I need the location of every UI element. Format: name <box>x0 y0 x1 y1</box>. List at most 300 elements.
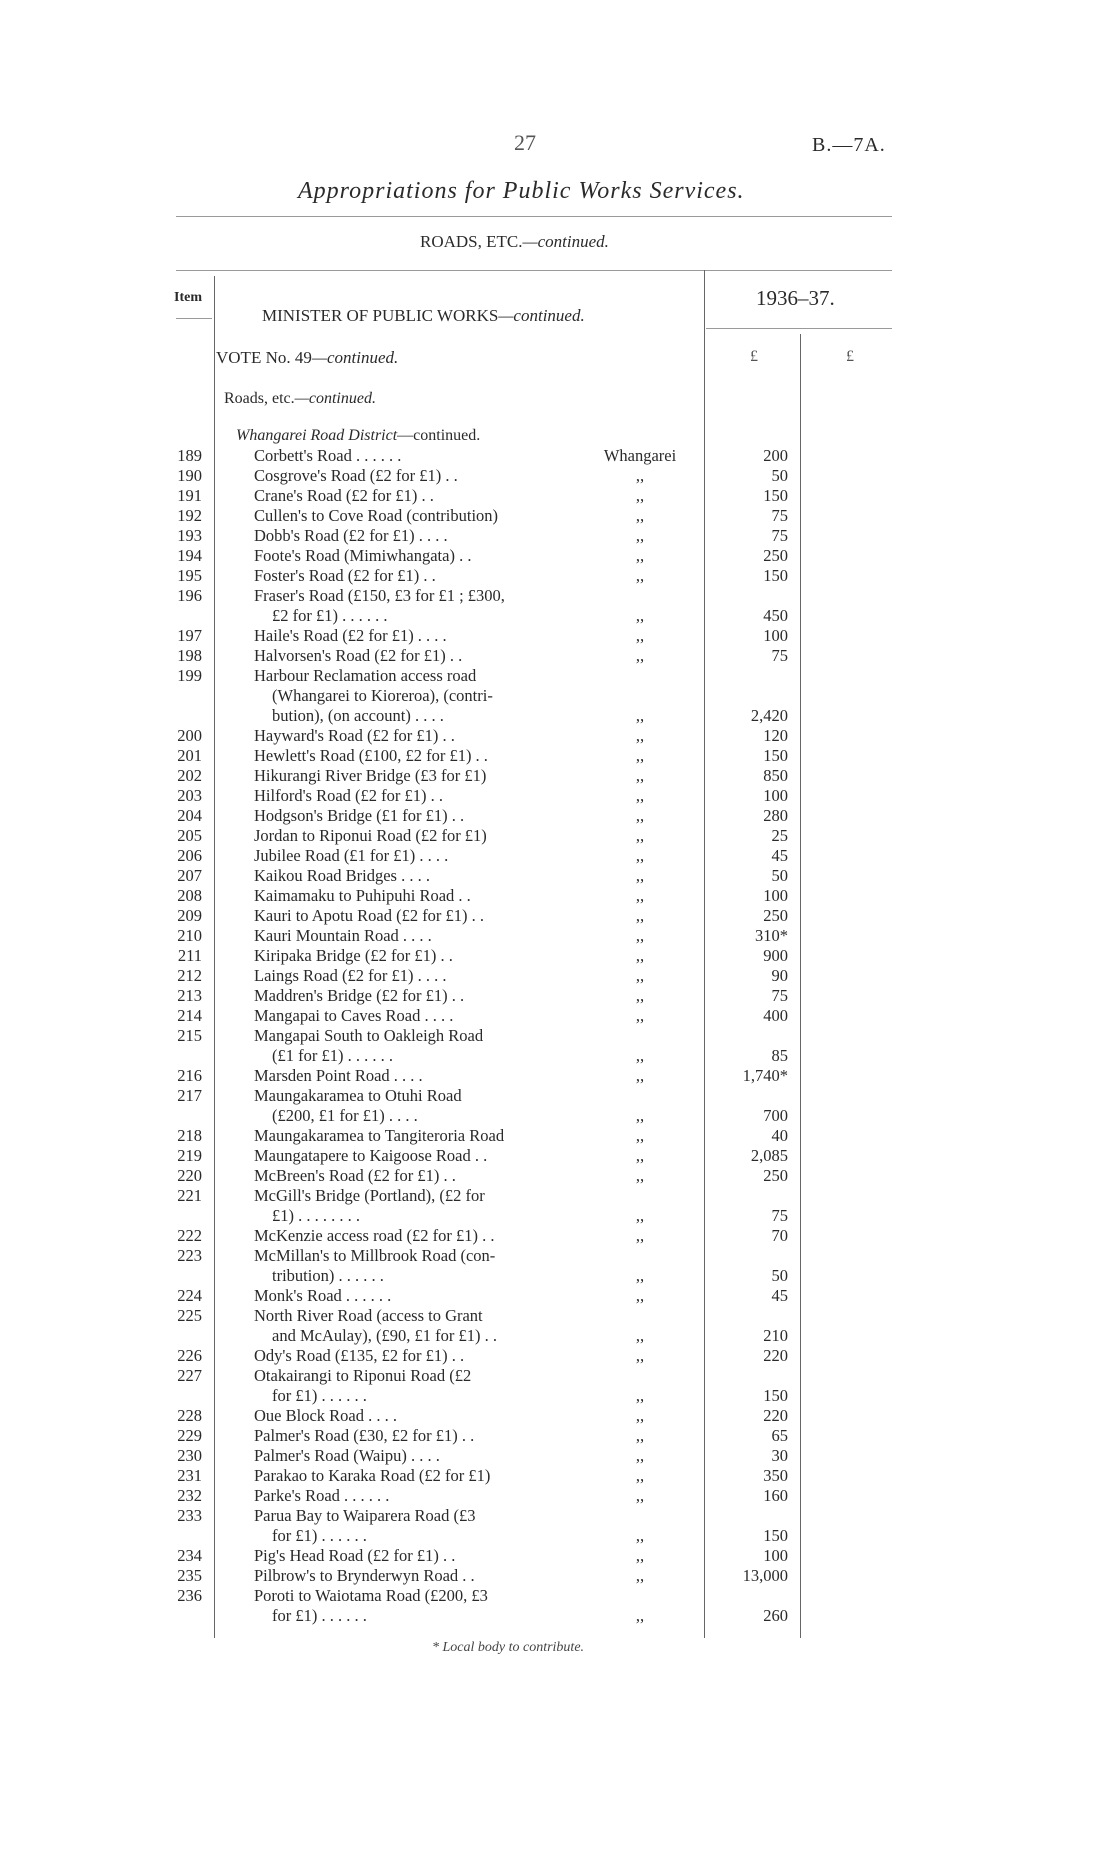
road-name <box>254 826 554 846</box>
district-place: ,, <box>635 1206 645 1225</box>
district-place: ,, <box>635 486 645 505</box>
roads-subheading-suffix: —continued. <box>294 390 376 407</box>
road-name-line: Maungatapere to Kaigoose Road . . <box>254 1146 488 1165</box>
district-place: ,, <box>635 1046 645 1065</box>
amount: 310* <box>755 926 788 945</box>
road-name <box>254 1086 554 1126</box>
item-number: 199 <box>177 666 202 685</box>
district-place: ,, <box>635 966 645 985</box>
district-place: ,, <box>635 846 645 865</box>
amount: 30 <box>771 1446 788 1465</box>
road-name <box>254 1166 554 1186</box>
pound-header-1: £ <box>750 348 758 365</box>
amount: 75 <box>771 526 788 545</box>
district-place: ,, <box>635 1166 645 1185</box>
amount: 700 <box>763 1106 788 1125</box>
road-name-line: Kaimamaku to Puhipuhi Road . . <box>254 886 471 905</box>
district-place: ,, <box>635 986 645 1005</box>
road-name <box>254 546 554 566</box>
item-number: 196 <box>177 586 202 605</box>
item-number: 235 <box>177 1566 202 1585</box>
district-place: ,, <box>635 1286 645 1305</box>
table-row <box>0 886 1114 906</box>
section-title-text: ROADS, ETC. <box>420 232 523 251</box>
road-name <box>254 1286 554 1306</box>
district-place: ,, <box>635 546 645 565</box>
amount: 150 <box>763 486 788 505</box>
road-name-line: Maddren's Bridge (£2 for £1) . . <box>254 986 465 1005</box>
table-row <box>0 586 1114 626</box>
item-number: 227 <box>177 1366 202 1385</box>
amount: 45 <box>771 846 788 865</box>
district-place: ,, <box>635 746 645 765</box>
table-row <box>0 1306 1114 1346</box>
roads-subheading-text: Roads, etc. <box>224 390 295 407</box>
road-name <box>254 1246 554 1286</box>
amount: 50 <box>771 866 788 885</box>
item-number: 220 <box>177 1166 202 1185</box>
item-number: 202 <box>177 766 202 785</box>
item-column-header: Item <box>174 290 202 305</box>
district-place: ,, <box>635 1266 645 1285</box>
item-number: 192 <box>177 506 202 525</box>
road-name-line: Parke's Road . . . . . . <box>254 1486 390 1505</box>
item-number: 231 <box>177 1466 202 1485</box>
amount: 900 <box>763 946 788 965</box>
amount: 75 <box>771 986 788 1005</box>
item-number: 214 <box>177 1006 202 1025</box>
table-row <box>0 986 1114 1006</box>
district-place: Whangarei <box>603 446 677 465</box>
road-name-line: for £1) . . . . . . <box>272 1526 367 1545</box>
district-place: ,, <box>635 946 645 965</box>
road-name <box>254 1186 554 1226</box>
amount: 75 <box>771 506 788 525</box>
amount: 100 <box>763 786 788 805</box>
table-row <box>0 546 1114 566</box>
item-number: 236 <box>177 1586 202 1605</box>
amount: 450 <box>763 606 788 625</box>
item-header-rule <box>176 318 212 319</box>
road-name-line: McBreen's Road (£2 for £1) . . <box>254 1166 456 1185</box>
item-number: 217 <box>177 1086 202 1105</box>
road-name <box>254 786 554 806</box>
item-number: 190 <box>177 466 202 485</box>
road-name <box>254 486 554 506</box>
road-name <box>254 506 554 526</box>
road-name <box>254 1366 554 1406</box>
road-name-line: McKenzie access road (£2 for £1) . . <box>254 1226 495 1245</box>
road-name-line: tribution) . . . . . . <box>272 1266 384 1285</box>
road-name <box>254 746 554 766</box>
item-number: 229 <box>177 1426 202 1445</box>
amount: 280 <box>763 806 788 825</box>
amount: 210 <box>763 1326 788 1345</box>
item-number: 208 <box>177 886 202 905</box>
amount: 100 <box>763 626 788 645</box>
table-row <box>0 1406 1114 1426</box>
item-number: 223 <box>177 1246 202 1265</box>
table-row <box>0 466 1114 486</box>
district-place: ,, <box>635 826 645 845</box>
amount: 150 <box>763 1386 788 1405</box>
district-place: ,, <box>635 606 645 625</box>
amount: 260 <box>763 1606 788 1625</box>
amount: 1,740* <box>742 1066 788 1085</box>
item-number: 194 <box>177 546 202 565</box>
road-name-line: (£1 for £1) . . . . . . <box>272 1046 393 1065</box>
amount: 75 <box>771 1206 788 1225</box>
table-row <box>0 866 1114 886</box>
road-name <box>254 1406 554 1426</box>
district-place: ,, <box>635 866 645 885</box>
table-row <box>0 906 1114 926</box>
road-name-line: Mangapai to Caves Road . . . . <box>254 1006 454 1025</box>
road-name <box>254 1506 554 1546</box>
road-name <box>254 806 554 826</box>
road-name-line: Pig's Head Road (£2 for £1) . . <box>254 1546 456 1565</box>
district-place: ,, <box>635 806 645 825</box>
amount: 50 <box>771 466 788 485</box>
item-number: 232 <box>177 1486 202 1505</box>
item-number: 191 <box>177 486 202 505</box>
amount: 2,420 <box>750 706 788 725</box>
table-top-rule <box>176 270 892 271</box>
item-number: 212 <box>177 966 202 985</box>
amount: 90 <box>771 966 788 985</box>
year-header-rule <box>706 328 892 329</box>
table-row <box>0 1066 1114 1086</box>
table-row <box>0 506 1114 526</box>
item-number: 222 <box>177 1226 202 1245</box>
road-name-line: Fraser's Road (£150, £3 for £1 ; £300, <box>254 586 505 605</box>
district-place: ,, <box>635 1446 645 1465</box>
table-row <box>0 1146 1114 1166</box>
amount: 100 <box>763 886 788 905</box>
road-name <box>254 1226 554 1246</box>
table-row <box>0 806 1114 826</box>
road-name-line: Halvorsen's Road (£2 for £1) . . <box>254 646 463 665</box>
table-row <box>0 1346 1114 1366</box>
amount: 45 <box>771 1286 788 1305</box>
road-name-line: £1) . . . . . . . . <box>272 1206 360 1225</box>
road-name-line: Pilbrow's to Brynderwyn Road . . <box>254 1566 475 1585</box>
table-row <box>0 1486 1114 1506</box>
item-number: 215 <box>177 1026 202 1045</box>
vote-line <box>216 348 398 368</box>
table-row <box>0 526 1114 546</box>
road-name <box>254 906 554 926</box>
table-row <box>0 486 1114 506</box>
district-place: ,, <box>635 1146 645 1165</box>
table-row <box>0 766 1114 786</box>
district-place: ,, <box>635 1346 645 1365</box>
district-place: ,, <box>635 726 645 745</box>
road-name-line: for £1) . . . . . . <box>272 1606 367 1625</box>
district-place: ,, <box>635 1526 645 1545</box>
road-name-line: Harbour Reclamation access road <box>254 666 477 685</box>
amount: 13,000 <box>742 1566 788 1585</box>
road-name-line: Parakao to Karaka Road (£2 for £1) <box>254 1466 491 1485</box>
district-place: ,, <box>635 526 645 545</box>
road-name <box>254 1466 554 1486</box>
amount: 65 <box>771 1426 788 1445</box>
amount: 250 <box>763 546 788 565</box>
road-name <box>254 1006 554 1026</box>
pound-header-2: £ <box>846 348 854 365</box>
table-row <box>0 846 1114 866</box>
table-row <box>0 1026 1114 1066</box>
district-place: ,, <box>635 1006 645 1025</box>
item-number: 224 <box>177 1286 202 1305</box>
road-name <box>254 886 554 906</box>
road-name-line: Hodgson's Bridge (£1 for £1) . . <box>254 806 465 825</box>
table-row <box>0 926 1114 946</box>
road-name <box>254 926 554 946</box>
district-place: ,, <box>635 906 645 925</box>
road-name-line: Monk's Road . . . . . . <box>254 1286 392 1305</box>
district-place: ,, <box>635 1406 645 1425</box>
table-row <box>0 666 1114 726</box>
item-number: 221 <box>177 1186 202 1205</box>
road-name <box>254 626 554 646</box>
road-name-line: Hewlett's Road (£100, £2 for £1) . . <box>254 746 488 765</box>
road-name <box>254 966 554 986</box>
amount: 70 <box>771 1226 788 1245</box>
district-place: ,, <box>635 786 645 805</box>
road-name <box>254 726 554 746</box>
road-name-line: Dobb's Road (£2 for £1) . . . . <box>254 526 448 545</box>
district-place: ,, <box>635 886 645 905</box>
item-number: 218 <box>177 1126 202 1145</box>
amount: 120 <box>763 726 788 745</box>
district-heading <box>236 427 480 445</box>
road-name-line: (£200, £1 for £1) . . . . <box>272 1106 418 1125</box>
table-row <box>0 966 1114 986</box>
document-code: B.—7A. <box>812 134 886 156</box>
road-name <box>254 766 554 786</box>
road-name-line: Cosgrove's Road (£2 for £1) . . <box>254 466 458 485</box>
road-name-line: Ody's Road (£135, £2 for £1) . . <box>254 1346 465 1365</box>
amount: 50 <box>771 1266 788 1285</box>
amount: 75 <box>771 646 788 665</box>
table-row <box>0 1006 1114 1026</box>
amount: 850 <box>763 766 788 785</box>
amount: 250 <box>763 1166 788 1185</box>
vote-text: VOTE No. 49 <box>216 348 312 367</box>
road-name <box>254 846 554 866</box>
table-row <box>0 726 1114 746</box>
district-place: ,, <box>635 1486 645 1505</box>
minister-header-text: MINISTER OF PUBLIC WORKS <box>262 306 499 325</box>
road-name <box>254 1026 554 1066</box>
district-place: ,, <box>635 1466 645 1485</box>
item-number: 225 <box>177 1306 202 1325</box>
road-name-line: Jubilee Road (£1 for £1) . . . . <box>254 846 449 865</box>
table-row <box>0 826 1114 846</box>
district-place: ,, <box>635 1126 645 1145</box>
item-number: 226 <box>177 1346 202 1365</box>
table-row <box>0 1446 1114 1466</box>
road-name-line: Poroti to Waiotama Road (£200, £3 <box>254 1586 488 1605</box>
road-name-line: for £1) . . . . . . <box>272 1386 367 1405</box>
table-row <box>0 1426 1114 1446</box>
amount: 220 <box>763 1406 788 1425</box>
item-number: 230 <box>177 1446 202 1465</box>
table-row <box>0 786 1114 806</box>
table-row <box>0 1126 1114 1146</box>
road-name <box>254 1586 554 1626</box>
table-row <box>0 1506 1114 1546</box>
section-title-suffix: —continued. <box>522 232 609 251</box>
table-row <box>0 1366 1114 1406</box>
road-name-line: Cullen's to Cove Road (contribution) <box>254 506 499 525</box>
road-name <box>254 866 554 886</box>
road-name-line: McMillan's to Millbrook Road (con- <box>254 1246 496 1265</box>
district-place: ,, <box>635 926 645 945</box>
district-place: ,, <box>635 566 645 585</box>
table-row <box>0 1086 1114 1126</box>
road-name-line: and McAulay), (£90, £1 for £1) . . <box>272 1326 497 1345</box>
road-name-line: Crane's Road (£2 for £1) . . <box>254 486 434 505</box>
road-name-line: Maungakaramea to Tangiteroria Road <box>254 1126 505 1145</box>
road-name-line: Kauri Mountain Road . . . . <box>254 926 432 945</box>
road-name <box>254 1066 554 1086</box>
section-title <box>420 232 609 252</box>
footnote: * Local body to contribute. <box>432 1640 585 1655</box>
table-row <box>0 1586 1114 1626</box>
road-name-line: Mangapai South to Oakleigh Road <box>254 1026 484 1045</box>
item-number: 205 <box>177 826 202 845</box>
road-name <box>254 1446 554 1466</box>
road-name <box>254 1426 554 1446</box>
road-name <box>254 446 554 466</box>
road-name-line: Maungakaramea to Otuhi Road <box>254 1086 462 1105</box>
item-number: 200 <box>177 726 202 745</box>
road-name <box>254 666 554 726</box>
item-number: 211 <box>177 946 202 965</box>
road-name-line: Hikurangi River Bridge (£3 for £1) <box>254 766 487 785</box>
road-name-line: Kaikou Road Bridges . . . . <box>254 866 430 885</box>
road-name-line: Palmer's Road (Waipu) . . . . <box>254 1446 440 1465</box>
table-row <box>0 1246 1114 1286</box>
road-name-line: (Whangarei to Kioreroa), (contri- <box>272 686 493 705</box>
table-row <box>0 566 1114 586</box>
amount: 25 <box>771 826 788 845</box>
amount: 2,085 <box>750 1146 788 1165</box>
amount: 85 <box>771 1046 788 1065</box>
item-number: 197 <box>177 626 202 645</box>
road-name-line: Jordan to Riponui Road (£2 for £1) <box>254 826 487 845</box>
road-name-line: Laings Road (£2 for £1) . . . . <box>254 966 447 985</box>
table-row <box>0 646 1114 666</box>
amount: 400 <box>763 1006 788 1025</box>
road-name <box>254 566 554 586</box>
title-rule <box>176 216 892 217</box>
table-row <box>0 1566 1114 1586</box>
road-name-line: North River Road (access to Grant <box>254 1306 483 1325</box>
amount: 350 <box>763 1466 788 1485</box>
road-name <box>254 946 554 966</box>
road-name-line: Oue Block Road . . . . <box>254 1406 397 1425</box>
road-name-line: Parua Bay to Waiparera Road (£3 <box>254 1506 476 1525</box>
district-place: ,, <box>635 646 645 665</box>
item-number: 228 <box>177 1406 202 1425</box>
year-header: 1936–37. <box>756 286 835 310</box>
road-name <box>254 986 554 1006</box>
item-number: 233 <box>177 1506 202 1525</box>
item-number: 216 <box>177 1066 202 1085</box>
table-row <box>0 1166 1114 1186</box>
district-place: ,, <box>635 1606 645 1625</box>
road-name <box>254 1486 554 1506</box>
road-name-line: Hayward's Road (£2 for £1) . . <box>254 726 455 745</box>
table-row <box>0 746 1114 766</box>
road-name <box>254 1566 554 1586</box>
item-number: 193 <box>177 526 202 545</box>
road-name-line: bution), (on account) . . . . <box>272 706 444 725</box>
road-name-line: Hilford's Road (£2 for £1) . . <box>254 786 444 805</box>
item-number: 207 <box>177 866 202 885</box>
vote-suffix: —continued. <box>311 348 399 367</box>
district-place: ,, <box>635 506 645 525</box>
table-row <box>0 946 1114 966</box>
district-place: ,, <box>635 1566 645 1585</box>
road-name-line: Kiripaka Bridge (£2 for £1) . . <box>254 946 453 965</box>
table-row <box>0 1186 1114 1226</box>
district-place: ,, <box>635 706 645 725</box>
table-row <box>0 1286 1114 1306</box>
item-number: 209 <box>177 906 202 925</box>
road-name <box>254 1546 554 1566</box>
amount: 150 <box>763 746 788 765</box>
roads-subheading <box>224 390 376 408</box>
amount: 100 <box>763 1546 788 1565</box>
minister-header <box>262 306 585 326</box>
page-number: 27 <box>514 130 536 155</box>
road-name-line: £2 for £1) . . . . . . <box>272 606 388 625</box>
table-row <box>0 1546 1114 1566</box>
item-number: 198 <box>177 646 202 665</box>
item-number: 189 <box>177 446 202 465</box>
road-name <box>254 1346 554 1366</box>
road-name <box>254 1146 554 1166</box>
item-number: 206 <box>177 846 202 865</box>
road-name <box>254 586 554 626</box>
road-name <box>254 526 554 546</box>
road-name-line: Palmer's Road (£30, £2 for £1) . . <box>254 1426 475 1445</box>
district-place: ,, <box>635 766 645 785</box>
amount: 220 <box>763 1346 788 1365</box>
amount: 150 <box>763 566 788 585</box>
road-name <box>254 646 554 666</box>
district-name: Whangarei Road District <box>236 427 398 444</box>
item-number: 213 <box>177 986 202 1005</box>
item-number: 210 <box>177 926 202 945</box>
road-name-line: Foster's Road (£2 for £1) . . <box>254 566 436 585</box>
item-number: 195 <box>177 566 202 585</box>
district-place: ,, <box>635 1066 645 1085</box>
road-name <box>254 466 554 486</box>
road-name-line: Marsden Point Road . . . . <box>254 1066 423 1085</box>
district-place: ,, <box>635 1106 645 1125</box>
page-title: Appropriations for Public Works Services. <box>298 178 745 204</box>
road-name <box>254 1126 554 1146</box>
district-place: ,, <box>635 1546 645 1565</box>
table-row <box>0 1466 1114 1486</box>
road-name-line: Kauri to Apotu Road (£2 for £1) . . <box>254 906 485 925</box>
district-place: ,, <box>635 1226 645 1245</box>
